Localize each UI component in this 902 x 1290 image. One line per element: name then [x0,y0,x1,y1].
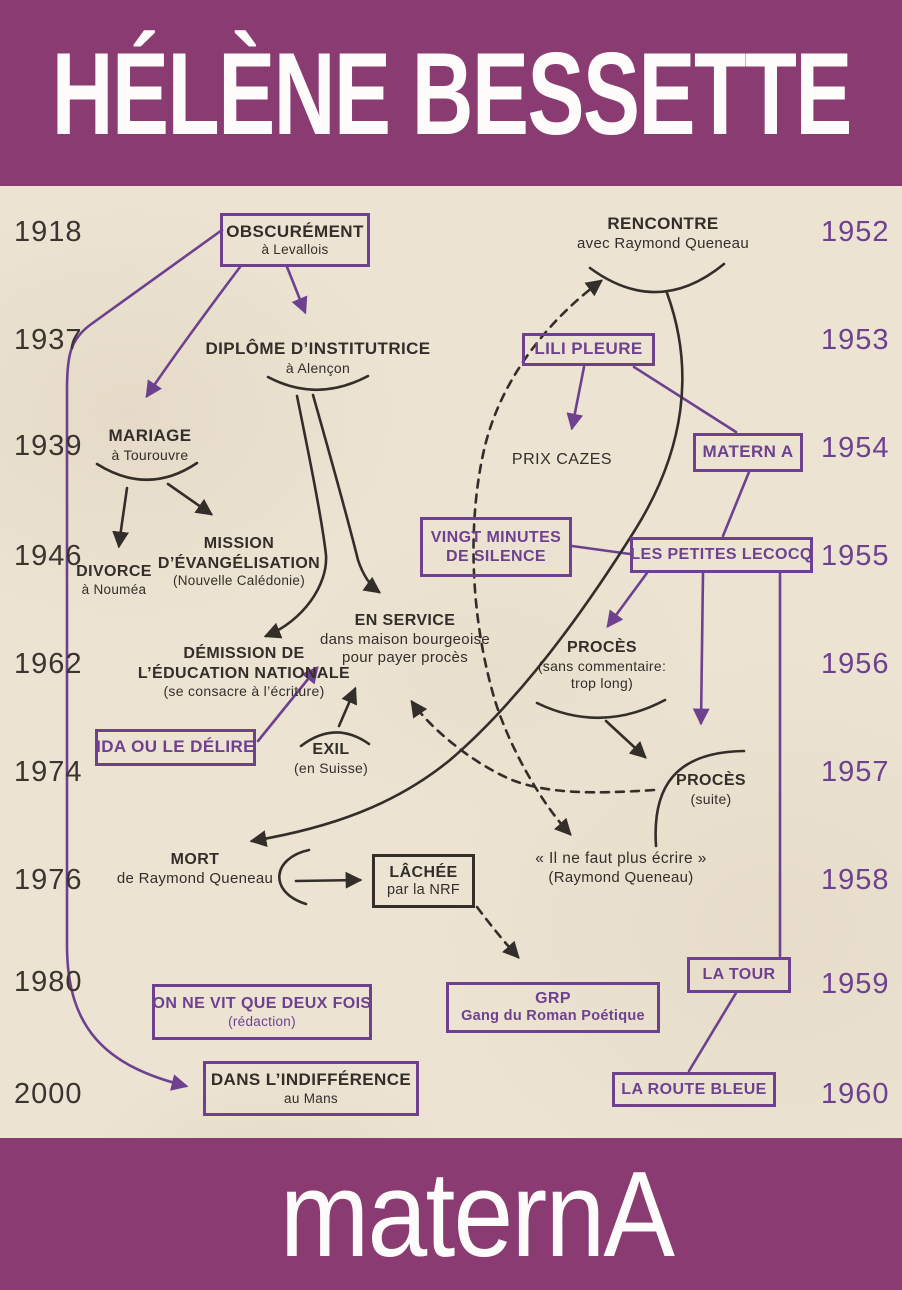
event-sub: (se consacre à l’écriture) [163,683,325,700]
year-right-1960: 1960 [821,1078,890,1110]
arrow-lecocq-to-proces [608,573,647,626]
node-sub: au Mans [284,1090,338,1106]
event-title-2: L’ÉDUCATION NATIONALE [137,664,351,682]
proces-arc [537,700,665,718]
line-latour-to-routebleue [689,993,736,1071]
arrow-diplome-to-enservice [313,395,379,592]
event-title: PROCÈS [567,639,637,656]
event-rencontre [577,214,749,253]
node-title: ON NE VIT QUE DEUX FOIS [152,995,372,1013]
arrow-lecocq-to-proces-suite [701,573,703,723]
arrow-lili-to-prixcazes [572,367,584,428]
event-title: DÉMISSION DE [183,645,305,662]
year-right-1956: 1956 [821,648,890,680]
event-sub: (suite) [690,790,732,807]
node-ida-ou-le-delire [95,729,256,766]
node-la-tour [687,957,791,993]
arrow-mort-to-lachee [296,880,360,881]
node-title: IDA OU LE DÉLIRE [96,737,255,757]
node-title: LILI PLEURE [534,339,643,359]
event-proces [538,638,666,692]
event-sub: à Nouméa [81,581,147,597]
event-demission [138,644,350,700]
event-title: « Il ne faut plus écrire » [535,850,707,867]
node-title: OBSCURÉMENT [226,221,364,241]
node-petites-lecocq [630,537,813,573]
line-lili-to-materna [634,367,736,432]
line-vingtminutes-to-lecocq [572,546,630,554]
node-obscurement [220,213,370,267]
arrow-mariage-to-mission [168,484,211,514]
event-divorce [76,562,152,598]
event-sub: de Raymond Queneau [116,869,274,887]
event-sub: (Nouvelle Calédonie) [172,573,306,589]
footer-band [0,1138,902,1290]
year-left-1980: 1980 [14,966,83,998]
year-right-1953: 1953 [821,324,890,356]
node-dans-l-indifference [203,1061,419,1116]
node-lili-pleure [522,333,655,366]
node-title: GRP [535,990,571,1008]
event-sub: avec Raymond Queneau [577,234,749,252]
dashed-proces-suite-to-enservice [412,702,654,792]
node-title: DANS L’INDIFFÉRENCE [210,1070,412,1090]
node-title: LA ROUTE BLEUE [621,1080,767,1098]
mariage-arc [97,463,197,480]
node-la-route-bleue [612,1072,776,1107]
node-title: LÂCHÉE [389,863,458,881]
node-sub: Gang du Roman Poétique [461,1008,645,1025]
event-sub: dans maison bourgeoise [319,630,491,648]
year-left-1962: 1962 [14,648,83,680]
node-vingt-minutes [420,517,572,577]
event-sub: (en Suisse) [293,759,369,776]
event-sub: à Alençon [285,359,351,376]
node-title: MATERN A [702,442,794,462]
event-diplome [205,339,430,377]
imprint-title: maternA [280,1146,674,1282]
event-title: DIPLÔME D’INSTITUTRICE [205,339,431,358]
year-right-1955: 1955 [821,540,890,572]
event-mission [158,534,320,590]
year-right-1954: 1954 [821,432,890,464]
line-materna-to-lecocq [723,472,749,536]
node-grp [446,982,660,1033]
node-title: LA TOUR [702,966,776,984]
node-lachee [372,854,475,908]
year-left-2000: 2000 [14,1078,83,1110]
page-title: HÉLÈNE BESSETTE [51,27,851,159]
year-left-1946: 1946 [14,540,83,572]
rencontre-arc [590,264,724,292]
mort-paren-arc [279,850,309,904]
dashed-lachee-to-grp [477,907,518,957]
year-left-1976: 1976 [14,864,83,896]
event-queneau-quote [535,850,707,887]
year-right-1952: 1952 [821,216,890,248]
node-sub: (rédaction) [228,1013,296,1029]
year-left-1974: 1974 [14,756,83,788]
event-title: EXIL [312,741,350,758]
node-matern-a [693,433,803,472]
node-on-ne-vit-que-deux-fois [152,984,372,1040]
event-sub: à Tourouvre [111,446,189,463]
event-title: MARIAGE [108,426,192,445]
event-title: MISSION [203,535,275,552]
arrow-mariage-to-divorce [119,488,127,546]
event-sub-2: trop long) [570,674,634,691]
event-title: DIVORCE [76,563,152,580]
event-mariage [108,426,191,464]
event-title: EN SERVICE [354,612,456,629]
arrow-proces-to-proces-suite [606,721,645,757]
event-prix-cazes [512,450,612,470]
event-sub: (sans commentaire: [537,657,667,674]
year-left-1937: 1937 [14,324,83,356]
event-title: MORT [170,851,220,868]
event-title-2: D’ÉVANGÉLISATION [157,554,321,572]
node-sub: par la NRF [386,881,461,898]
event-sub: (Raymond Queneau) [548,868,694,886]
node-sub: à Levallois [261,242,329,258]
year-right-1958: 1958 [821,864,890,896]
event-proces-suite [676,771,746,808]
event-title: PRIX CAZES [511,451,613,468]
node-title: VINGT MINUTES [430,528,562,546]
alencon-arc [268,376,368,390]
event-title: RENCONTRE [607,214,719,233]
node-title-2: DE SILENCE [445,548,546,565]
node-title: LES PETITES LECOCQ [630,546,813,564]
event-exil [294,740,368,777]
event-sub-2: pour payer procès [341,648,469,666]
year-left-1918: 1918 [14,216,83,248]
arrow-obscurement-to-diplome [287,267,305,312]
event-title: PROCÈS [676,772,746,789]
arrow-diplome-to-demission [266,396,326,636]
year-left-1939: 1939 [14,430,83,462]
header-band [0,0,902,186]
year-right-1957: 1957 [821,756,890,788]
year-right-1959: 1959 [821,968,890,1000]
event-mort [117,850,273,888]
